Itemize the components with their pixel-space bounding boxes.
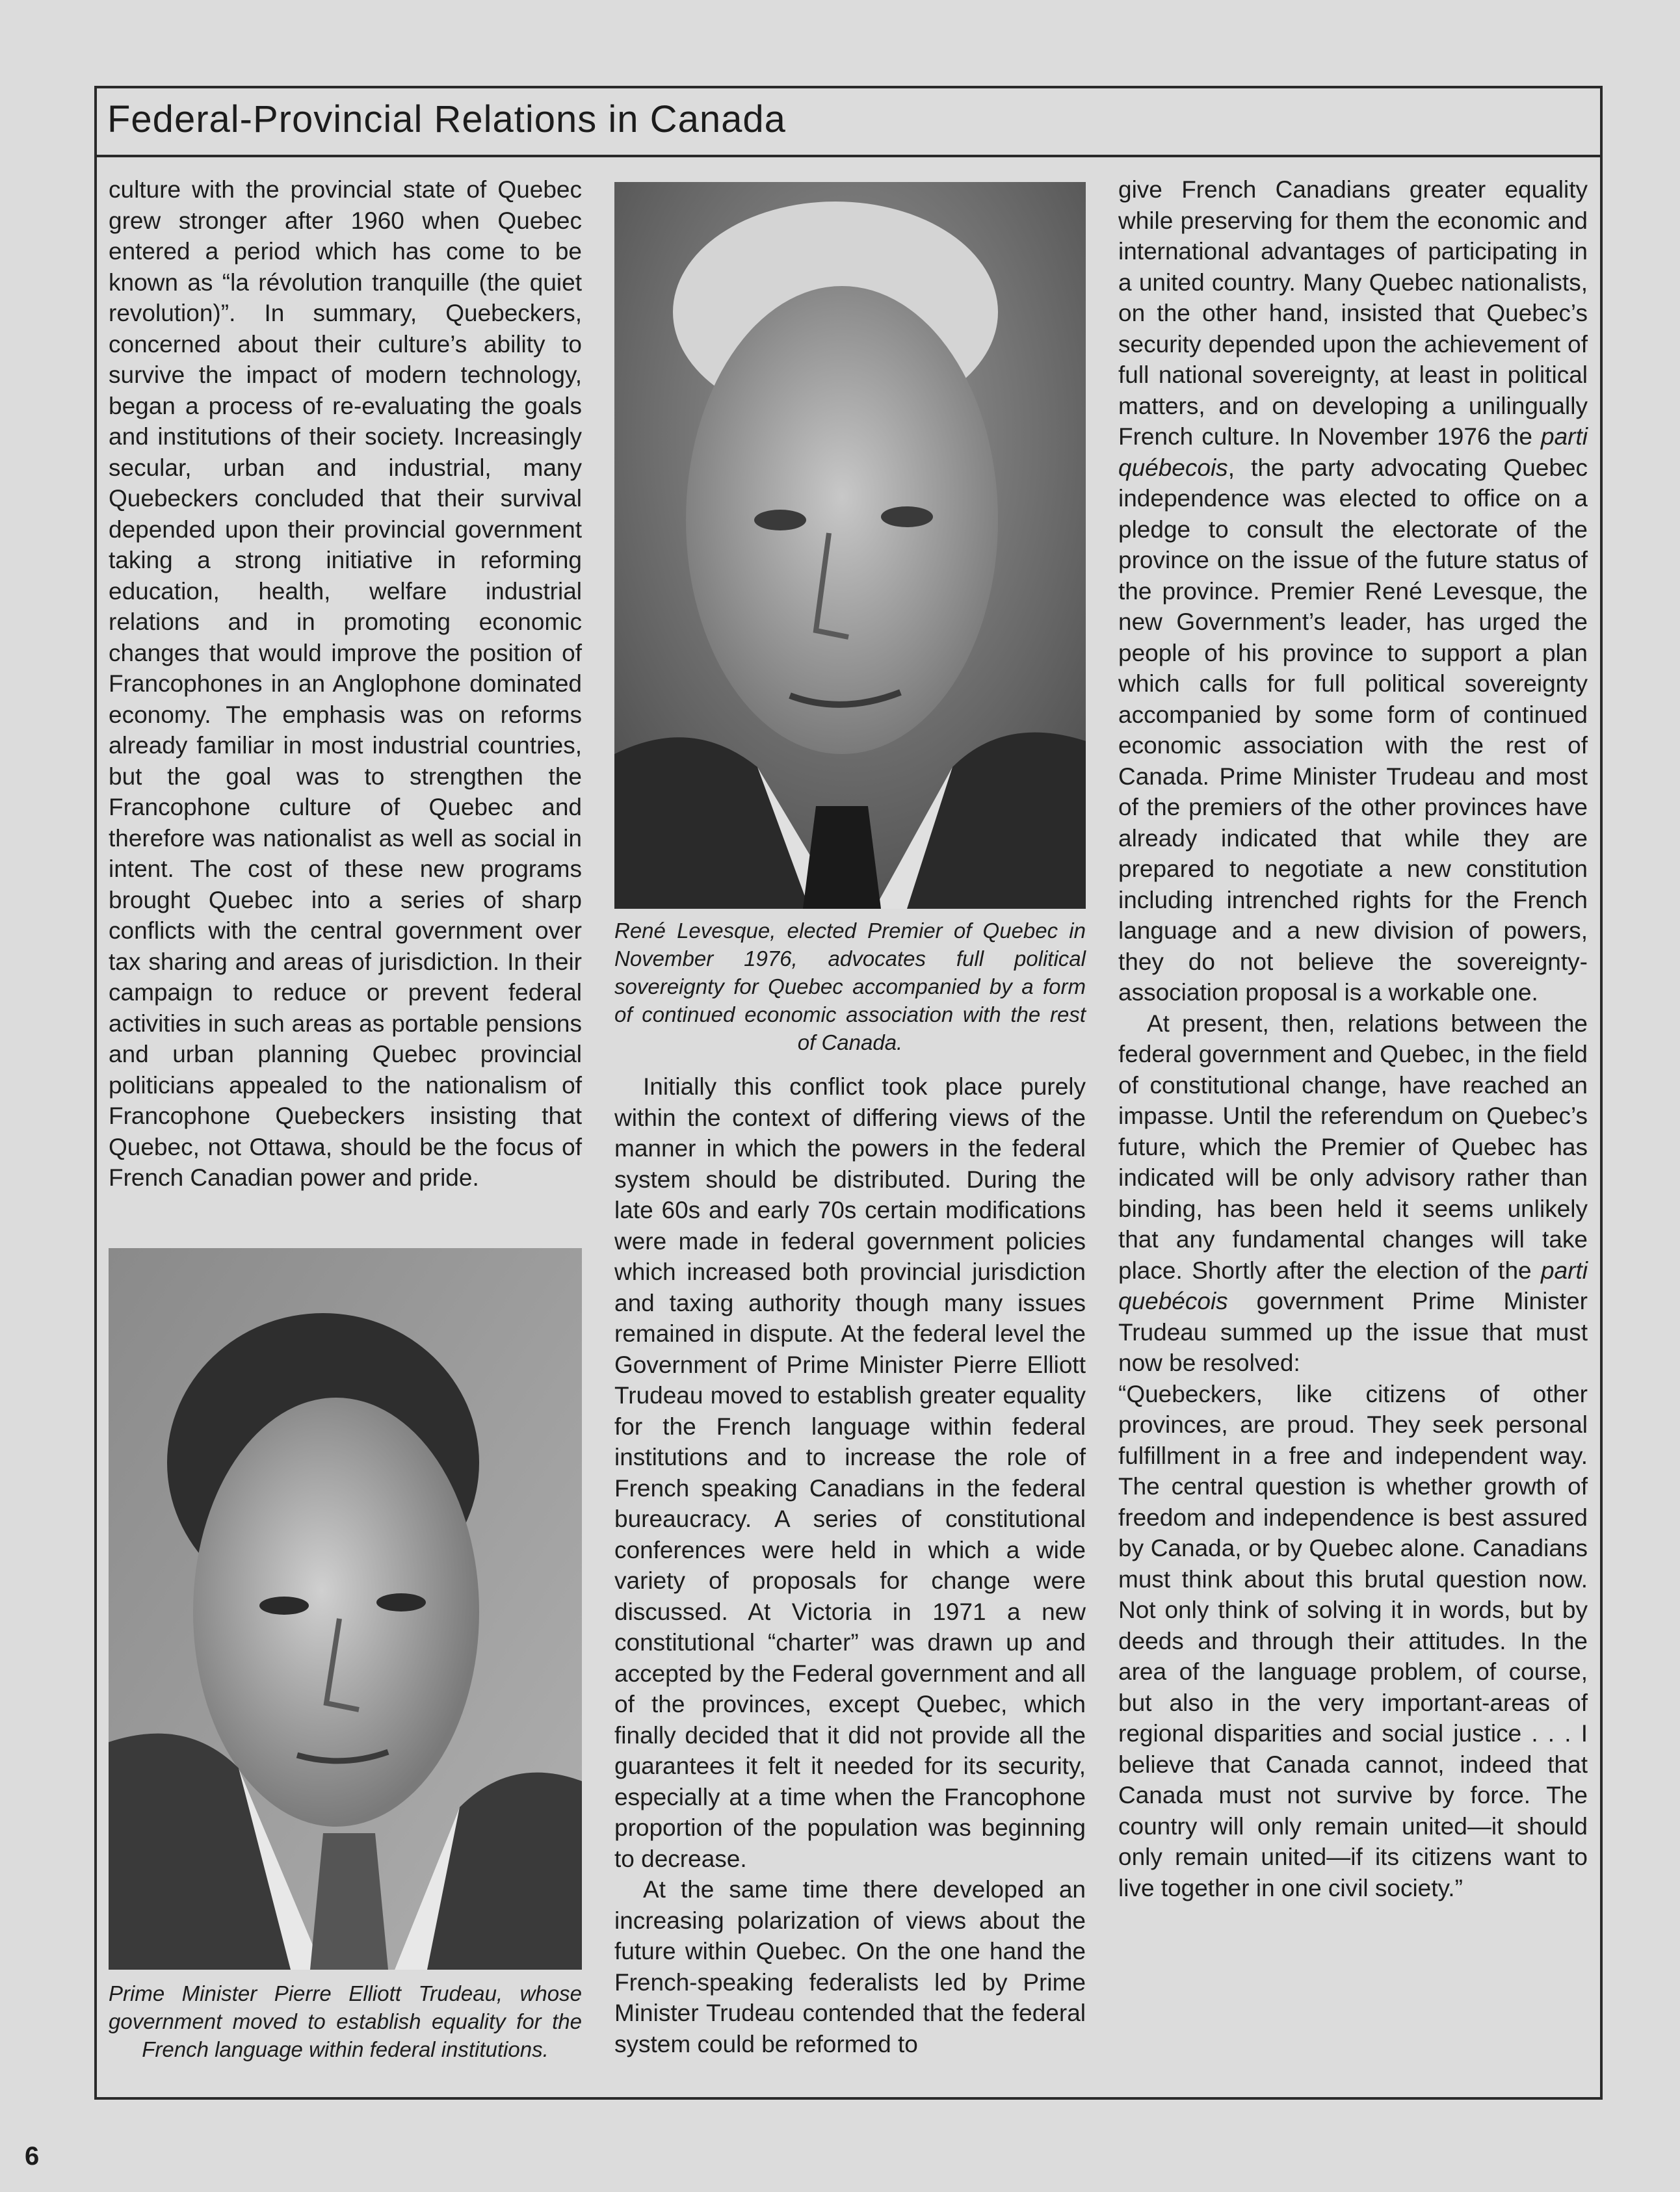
title-box bbox=[94, 86, 1603, 157]
levesque-photo bbox=[614, 182, 1086, 909]
levesque-caption: René Levesque, elected Premier of Quebec in November 1976, advocates full political sovereignty for Quebec accompanied by a form of continued economic association with the rest of Canada. bbox=[614, 919, 1086, 1054]
column-2-paragraph: At the same time there developed an increasing polarization of views about the future within Quebec. On the one hand the French-speaking federalists led by Prime Minister Trudeau contended that the federal system could be reformed to bbox=[614, 1876, 1086, 2057]
page-title: Federal-Provincial Relations in Canada bbox=[107, 98, 786, 140]
trudeau-caption: Prime Minister Pierre Elliott Trudeau, whose government moved to establish equality for the French language within federal institutions. bbox=[109, 1981, 582, 2061]
trudeau-quote: “Quebeckers, like citizens of other provinces, are proud. They seek personal fulfillment in a free and independent way. The central question is whether growth of freedom and independence is best assured by Canada, or by Quebec alone. Canadians must think about this brutal question now. Not only think of solving it in words, but by deeds and through their attitudes. In the area of the language problem, of course, but also in the very important-areas of regional disparities and social justice . . . I believe that Canada cannot, indeed that Canada must not survive by force. The country will only remain united—it should only remain united—if its citizens want to live together in one civil society.” bbox=[1118, 1380, 1588, 1901]
column-2-paragraph: Initially this conflict took place purely within the context of differing views of the manner in which the powers in the federal system should be distributed. During the late 60s and early 70s certain modifications were made in federal government policies which increased both provincial jurisdiction and taxing authority though many issues remained in dispute. At the federal level the Government of Prime Minister Pierre Elliott Trudeau moved to establish greater equality for the French language within federal institutions and to increase the role of French speaking Canadians in the federal bureaucracy. A series of constitutional conferences were held in which a wide variety of proposals for change were discussed. At Victoria in 1971 a new constitutional “charter” was drawn up and accepted by the Federal government and all of the provinces, except Quebec, which finally decided that it did not provide all the guarantees it felt it needed for its security, especially at a time when the Francophone proportion of the population was beginning to decrease. bbox=[614, 1073, 1086, 1872]
page-number: 6 bbox=[25, 2142, 40, 2171]
party-name: parti quebécois bbox=[1118, 1257, 1588, 1314]
column-3 bbox=[1118, 174, 1588, 1903]
text-run: , the party advocating Quebec independence was elected to office on a pledge to consult the electorate of the province on the issue of the future status of the province. Premier René Levesque, the new Government’s leader, has urged the people of his province to support a plan which calls for full political sovereignty accompanied by some form of continued economic association with the rest of Canada. Prime Minister Trudeau and most of the premiers of the other provinces have already indicated that while they are prepared to negotiate a new constitution including intrenched rights for the French language and a new division of powers, they do not believe the sovereignty-association proposal is a workable one. bbox=[1118, 454, 1588, 1006]
column-3-paragraph-1 bbox=[1118, 174, 1588, 1008]
text-run: At present, then, relations between the federal government and Quebec, in the field of constitutional change, have reached an impasse. Until the referendum on Quebec’s future, which the Premier of Quebec has indicated will be only advisory rather than binding, has been held it seems unlikely that any fundamental changes will take place. Shortly after the election of the bbox=[1118, 1010, 1588, 1284]
column-3-paragraph-2 bbox=[1118, 1008, 1588, 1379]
text-run: give French Canadians greater equality while preserving for them the economic and international advantages of participating in a united country. Many Quebec nationalists, on the other hand, insisted that Quebec’s security depended upon the achievement of full national sovereignty, at least in political matters, and on developing a unilingually French culture. In November 1976 the bbox=[1118, 176, 1588, 450]
text-run: government Prime Minister Trudeau summed up the issue that must now be resolved: bbox=[1118, 1288, 1588, 1376]
column-2 bbox=[614, 1071, 1086, 2059]
trudeau-photo bbox=[109, 1248, 582, 1970]
column-1-paragraph: culture with the provincial state of Quebec grew stronger after 1960 when Quebec entered a period which has come to be known as “la révolution tranquille (the quiet revolution)”. In summary, Quebeckers, concerned about their culture’s ability to survive the impact of modern technology, began a process of re-evaluating the goals and institutions of their society. Increasingly secular, urban and industrial, many Quebeckers concluded that their survival depended upon their provincial government taking a strong initiative in reforming education, health, welfare industrial relations and in promoting economic changes that would improve the position of Francophones in an Anglophone dominated economy. The emphasis was on reforms already familiar in most industrial countries, but the goal was to strengthen the Francophone culture of Quebec and therefore was nationalist as well as social in intent. The cost of these new programs brought Quebec into a series of sharp conflicts with the central government over tax sharing and areas of jurisdiction. In their campaign to reduce or prevent federal activities in such areas as portable pensions and urban planning Quebec provincial politicians appealed to the nationalism of Francophone Quebeckers insisting that Quebec, not Ottawa, should be the focus of French Canadian power and pride. bbox=[109, 176, 582, 1191]
column-1 bbox=[109, 174, 582, 1194]
party-name: parti québecois bbox=[1118, 423, 1588, 481]
